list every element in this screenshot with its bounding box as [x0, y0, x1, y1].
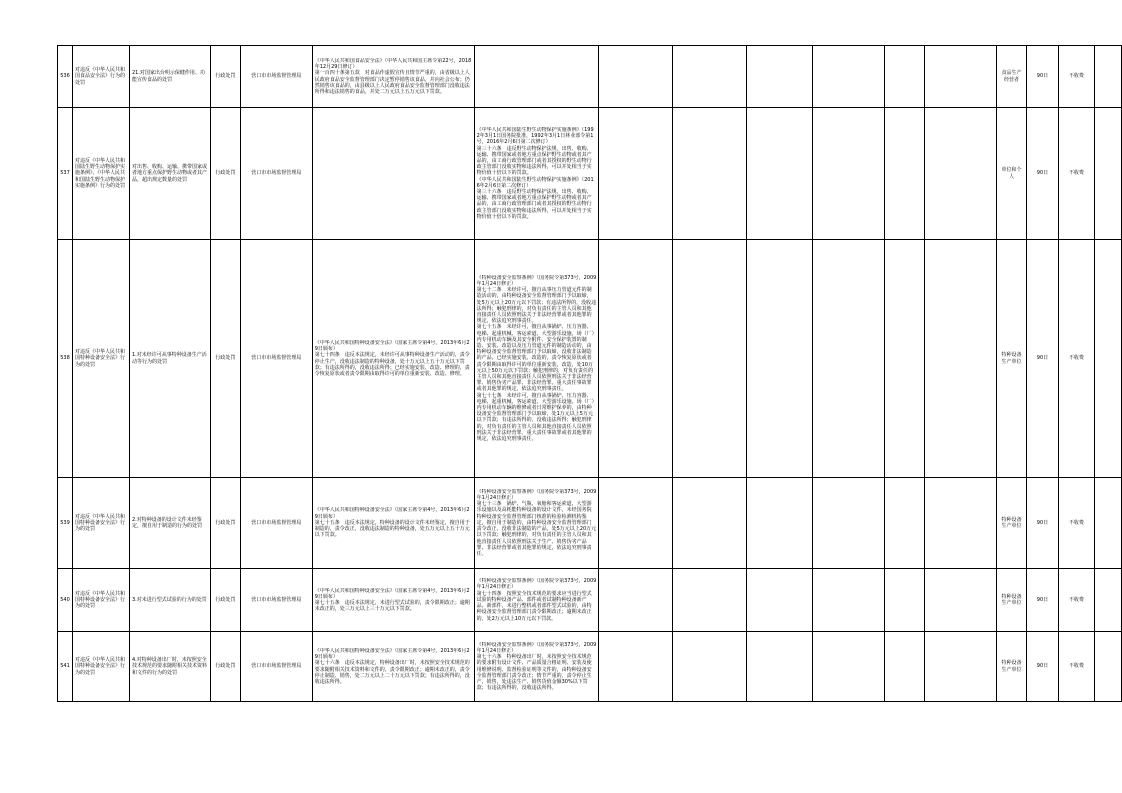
department: 营口市市场监督管理局: [240, 46, 312, 108]
sub-item: 3.对未进行型式试验的行为的处罚: [129, 569, 210, 632]
blank-cell: [747, 569, 813, 632]
blank-cell: [673, 632, 747, 702]
row-number: 540: [58, 569, 73, 632]
blank-cell: [813, 108, 885, 240]
basis-law: [312, 240, 474, 478]
blank-cell: [885, 240, 925, 478]
table-row: [58, 632, 1122, 702]
blank-cell: [599, 569, 673, 632]
sub-item: 1.对未经许可从事特种设备生产活动等行为的处罚: [129, 240, 210, 478]
department: 营口市市场监督管理局: [240, 632, 312, 702]
department: 营口市市场监督管理局: [240, 569, 312, 632]
blank-cell: [813, 240, 885, 478]
blank-cell: [1094, 108, 1121, 240]
blank-cell: [673, 46, 747, 108]
basis-regulation: [474, 478, 599, 569]
basis-law: [312, 46, 474, 108]
blank-cell: [925, 632, 997, 702]
item-type: 行政处罚: [210, 240, 240, 478]
blank-cell: [813, 569, 885, 632]
row-number: 536: [58, 46, 73, 108]
sub-item: 2.对特种设备的设计文件未经鉴定，擅自用于制造的行为的处罚: [129, 478, 210, 569]
blank-cell: [925, 240, 997, 478]
enforcement-table: [57, 45, 1122, 702]
blank-cell: [1094, 569, 1121, 632]
basis-text: 《中华人民共和国特种设备安全法》（国家主席令第4号，2013年6月29日颁布） 第七十五条 违反本法规定，未进行型式试验的，责令限期改正；逾期未改正的，处三万元以上三十万元以下罚款。: [314, 587, 470, 613]
fee: 不收费: [1058, 46, 1094, 108]
blank-cell: [885, 569, 925, 632]
target-object: 食品生产经营者: [997, 46, 1027, 108]
item-type: 行政处罚: [210, 478, 240, 569]
target-object: 特种设备生产单位: [997, 240, 1027, 478]
item-name: 对违反《中华人民共和国特种设备安全法》行为的处罚: [72, 240, 129, 478]
item-name: 对违反《中华人民共和国特种设备安全法》行为的处罚: [72, 569, 129, 632]
blank-cell: [747, 632, 813, 702]
fee: 不收费: [1058, 632, 1094, 702]
basis-text: 《中华人民共和国特种设备安全法》（国家主席令第4号，2013年6月29日颁布） 第七十六条 违反本法规定，特种设备出厂时，未按照安全技术规范的要求随附相关技术资料和文件的，责令限期改正；逾期未改正的，责令停止制造、销售，处二万元以上二十万元以下罚款；有违法所得的，没收违法所得。: [314, 647, 470, 685]
blank-cell: [1094, 46, 1121, 108]
target-object: 特种设备生产单位: [997, 569, 1027, 632]
item-name: 对违反《中华人民共和国食品安全法》行为的处罚: [72, 46, 129, 108]
target-object: 特种设备生产单位: [997, 478, 1027, 569]
blank-cell: [747, 46, 813, 108]
blank-cell: [925, 569, 997, 632]
blank-cell: [1094, 240, 1121, 478]
basis-regulation: [474, 569, 599, 632]
blank-cell: [673, 478, 747, 569]
table-row: [58, 569, 1122, 632]
time-limit: 90日: [1026, 240, 1058, 478]
basis-regulation: [474, 108, 599, 240]
row-number: 538: [58, 240, 73, 478]
item-name: 对违反《中华人民共和国特种设备安全法》行为的处罚: [72, 632, 129, 702]
blank-cell: [747, 108, 813, 240]
blank-cell: [813, 632, 885, 702]
blank-cell: [885, 632, 925, 702]
item-type: 行政处罚: [210, 46, 240, 108]
basis-law: [312, 478, 474, 569]
blank-cell: [599, 478, 673, 569]
basis-law: [312, 108, 474, 240]
blank-cell: [813, 46, 885, 108]
table-row: [58, 108, 1122, 240]
time-limit: 90日: [1026, 46, 1058, 108]
fee: 不收费: [1058, 569, 1094, 632]
item-type: 行政处罚: [210, 108, 240, 240]
basis-regulation: [474, 240, 599, 478]
basis-text: 《中华人民共和国陆生野生动物保护实施条例》（1992年3月1日国务院批准，1992年3月1日林业部令第1号，2016年2月6日第二次修订） 第三十六条 违反野生动物保护法规，出售、收购、运输、携带国家或者地方重点保护野生动物或者其产品的，由工商行政管理部门或者其授权的野生动物行政主管部门没收实物和违法所得，可以并处相当于实物价值十倍以下的罚款。 《中华人民共和国陆生野生动物保护实施条例》（2016年2月6日第二次修订） 第三十六条 违反野生动物保护法规，出售、收购、运输、携带国家或者地方重点保护野生动物或者其产品的，由工商行政管理部门或者其授权的野生动物行政主管部门没收实物和违法所得，可以并处相当于实物价值十倍以下的罚款。: [476, 126, 594, 220]
item-type: 行政处罚: [210, 632, 240, 702]
target-object: 单位和个人: [997, 108, 1027, 240]
basis-text: 《特种设备安全监察条例》（国务院令第373号，2009年1月24日修正） 第七十三条 锅炉、气瓶、氧舱和客运索道、大型游乐设施以及高耗能特种设备的设计文件，未经国务院特种设备安全监督管理部门核准的检验检测机构鉴定，擅自用于制造的，由特种设备安全监督管理部门责令改正，没收非法制造的产品，处5万元以上20万元以下罚款；触犯刑律的，对负有责任的主管人员和其他直接责任人员依照刑法关于生产、销售伪劣产品罪、非法经营罪或者其他罪的规定，依法追究刑事责任。: [476, 488, 597, 557]
basis-regulation: [474, 46, 599, 108]
blank-cell: [599, 632, 673, 702]
basis-text: 《中华人民共和国食品安全法》（中华人民共和国主席令第22号，2018年12月29日修订） 第一百四十条第五款 对食品作虚假宣传且情节严重的，由省级以上人民政府食品安全监督管理部门决定暂停销售该食品，并向社会公布；仍然销售该食品的，由县级以上人民政府食品安全监督管理部门没收违法所得和违法销售的食品，并处二万元以上五万元以下罚款。: [314, 57, 472, 95]
blank-cell: [925, 46, 997, 108]
item-name: 对违反《中华人民共和国特种设备安全法》行为的处罚: [72, 478, 129, 569]
item-type: 行政处罚: [210, 569, 240, 632]
fee: 不收费: [1058, 240, 1094, 478]
blank-cell: [885, 108, 925, 240]
blank-cell: [813, 478, 885, 569]
time-limit: 90日: [1026, 632, 1058, 702]
blank-cell: [673, 240, 747, 478]
blank-cell: [673, 108, 747, 240]
table-row: [58, 240, 1122, 478]
item-name: 对违反《中华人民共和国陆生野生动物保护实施条例》、《中华人民共和国陆生野生动物保护实施条例》行为的处罚: [72, 108, 129, 240]
time-limit: 90日: [1026, 478, 1058, 569]
basis-text: 《特种设备安全监察条例》（国务院令第373号，2009年1月24日修正） 第七十六条 特种设备出厂时，未按照安全技术规范的要求附有设计文件、产品质量合格证明、安装及使用维修说明、监督检验证明等文件的，由特种设备安全监督管理部门责令改正；情节严重的，责令停止生产、销售，处违法生产、销售货值金额30%以下罚款；有违法所得的，没收违法所得。: [476, 641, 597, 692]
table-row: [58, 46, 1122, 108]
basis-text: 《中华人民共和国特种设备安全法》（国家主席令第4号，2013年6月29日颁布） 第七十四条 违反本法规定，未经许可从事特种设备生产活动的，责令停止生产，没收违法制造的特种设备，处十万元以上五十万元以下罚款；有违法所得的，没收违法所得；已经实施安装、改造、修理的，责令恢复原状或者责令限期由取得许可的单位重新安装、改造、修理。: [314, 339, 470, 377]
blank-cell: [885, 478, 925, 569]
table-row: [58, 478, 1122, 569]
department: 营口市市场监督管理局: [240, 240, 312, 478]
target-object: 特种设备生产单位: [997, 632, 1027, 702]
basis-text: 《特种设备安全监察条例》（国务院令第373号，2009年1月24日修正） 第七十二条 未经许可，擅自从事压力管道元件的制造活动的，由特种设备安全监督管理部门予以取缔，处5万元以上20万元以下罚款；有违法所得的，没收违法所得；触犯刑律的，对负有责任的主管人员和其他直接责任人员依照刑法关于非法经营罪或者其他罪的规定，依法追究刑事责任。 第七十五条 未经许可，擅自从事锅炉、压力容器、电梯、起重机械、客运索道、大型游乐设施、场（厂）内专用机动车辆及其安全附件、安全保护装置的制造、安装、改造以及压力管道元件的制造活动的，由特种设备安全监督管理部门予以取缔，没收非法制造的产品，已经实施安装、改造的，责令恢复原状或者责令限期由取得许可的单位重新安装、改造，处10万元以上50万元以下罚款；触犯刑律的，对负有责任的主管人员和其他直接责任人员依照刑法关于非法经营罪、销售伪劣产品罪、非法经营罪、重大责任事故罪或者其他罪的规定，依法追究刑事责任。 第七十七条 未经许可，擅自从事锅炉、压力容器、电梯、起重机械、客运索道、大型游乐设施、场（厂）内专用机动车辆的维修或者日常维护保养的，由特种设备安全监督管理部门予以取缔，处1万元以上5万元以下罚款；有违法所得的，没收违法所得；触犯刑律的，对负有责任的主管人员和其他直接责任人员依照刑法关于非法经营罪、重大责任事故罪或者其他罪的规定，依法追究刑事责任。: [476, 274, 597, 443]
time-limit: 90日: [1026, 108, 1058, 240]
time-limit: 90日: [1026, 569, 1058, 632]
basis-regulation: [474, 632, 599, 702]
blank-cell: [673, 569, 747, 632]
blank-cell: [747, 240, 813, 478]
fee: 不收费: [1058, 108, 1094, 240]
sub-item: 21.对国家出台明示保健作用、功能宣传食品的处罚: [129, 46, 210, 108]
blank-cell: [1094, 632, 1121, 702]
row-number: 539: [58, 478, 73, 569]
department: 营口市市场监督管理局: [240, 478, 312, 569]
basis-law: [312, 632, 474, 702]
fee: 不收费: [1058, 478, 1094, 569]
basis-text: 《特种设备安全监察条例》（国务院令第373号，2009年1月24日修正） 第七十四条 按照安全技术规范的要求应当进行型式试验的特种设备产品、部件或者试制特种设备新产品、新部件，未进行整机或者部件型式试验的，由特种设备安全监督管理部门责令限期改正；逾期未改正的，处2万元以上10万元以下罚款。: [476, 578, 597, 622]
blank-cell: [925, 478, 997, 569]
blank-cell: [925, 108, 997, 240]
basis-text: 《中华人民共和国特种设备安全法》（国家主席令第4号，2013年6月29日颁布） 第七十五条 违反本法规定，特种设备的设计文件未经鉴定，擅自用于制造的，责令改正，没收违法制造的特种设备，处五万元以上五十万元以下罚款。: [314, 507, 470, 539]
department: 营口市市场监督管理局: [240, 108, 312, 240]
row-number: 541: [58, 632, 73, 702]
sub-item: 对出售、收购、运输、携带国家或者地方重点保护野生动物或者其产品，超出规定数量的处罚: [129, 108, 210, 240]
blank-cell: [747, 478, 813, 569]
row-number: 537: [58, 108, 73, 240]
blank-cell: [599, 240, 673, 478]
basis-law: [312, 569, 474, 632]
blank-cell: [599, 108, 673, 240]
blank-cell: [599, 46, 673, 108]
sub-item: 4.对特种设备出厂时，未按照安全技术规范的要求随附相关技术资料和文件的行为的处罚: [129, 632, 210, 702]
blank-cell: [885, 46, 925, 108]
blank-cell: [1094, 478, 1121, 569]
